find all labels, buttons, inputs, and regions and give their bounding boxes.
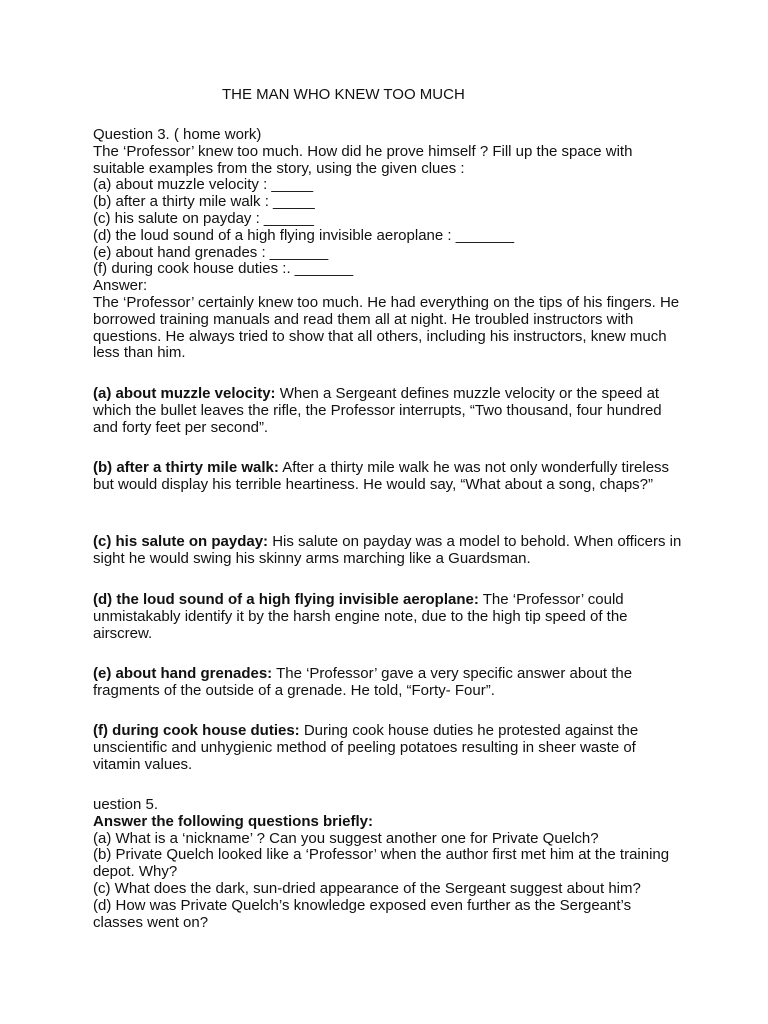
answer-e xyxy=(93,666,693,700)
question-3-section xyxy=(93,127,693,362)
question-5-instruction: Answer the following questions briefly: xyxy=(93,812,374,830)
answer-label: Answer: xyxy=(93,277,148,295)
answer-a-label: (a) about muzzle velocity: xyxy=(93,385,276,402)
answer-f-text: During cook house duties he protested against the unscientific and unhygienic method of peeling potatoes resulting in sheer waste of vitamin values. xyxy=(93,722,639,773)
document-title: THE MAN WHO KNEW TOO MUCH xyxy=(222,86,465,103)
q5-question-b: (b) Private Quelch looked like a ‘Professor’ when the author first met him at the training depot. Why? xyxy=(93,846,670,881)
answer-e-label: (e) about hand grenades: xyxy=(93,665,273,682)
answer-intro: The ‘Professor’ certainly knew too much. He had everything on the tips of his fingers. He borrowed training manuals and read them all at night. He troubled instructors with questions. He always tried to show that all others, including his instructors, knew much less than him. xyxy=(93,293,680,362)
answer-b-label: (b) after a thirty mile walk: xyxy=(93,459,279,476)
answer-c-label: (c) his salute on payday: xyxy=(93,533,269,550)
answer-b-text: After a thirty mile walk he was not only wonderfully tireless but would display his terrible heartiness. He would say, “What about a song, chaps?” xyxy=(93,459,670,493)
answer-a-text: When a Sergeant defines muzzle velocity or the speed at which the bullet leaves the rifle, the Professor interrupts, “Two thousand, four hundred and forty feet per second”. xyxy=(93,385,662,436)
answer-c-text: His salute on payday was a model to behold. When officers in sight he would swing his skinny arms marching like a Guardsman. xyxy=(93,533,682,567)
answer-f xyxy=(93,723,693,773)
question-5-section xyxy=(93,797,693,931)
answer-d-label: (d) the loud sound of a high flying invisible aeroplane: xyxy=(93,591,479,608)
answer-f-label: (f) during cook house duties: xyxy=(93,722,300,739)
clue-d: (d) the loud sound of a high flying invisible aeroplane : _______ xyxy=(93,226,515,244)
question-3-heading: Question 3. ( home work) xyxy=(93,126,262,143)
q5-question-a: (a) What is a ‘nickname’ ? Can you suggest another one for Private Quelch? xyxy=(93,829,599,847)
question-5-heading: uestion 5. xyxy=(93,796,159,813)
clue-c: (c) his salute on payday : ______ xyxy=(93,209,314,227)
answer-d-text: The ‘Professor’ could unmistakably identify it by the harsh engine note, due to the high tip speed of the airscrew. xyxy=(93,591,628,642)
answer-d xyxy=(93,592,693,642)
answer-a xyxy=(93,386,693,436)
clue-a: (a) about muzzle velocity : _____ xyxy=(93,176,314,194)
q5-question-c: (c) What does the dark, sun-dried appearance of the Sergeant suggest about him? xyxy=(93,879,641,897)
answer-c xyxy=(93,534,693,568)
question-3-prompt: The ‘Professor’ knew too much. How did he prove himself ? Fill up the space with suitable examples from the story, using the given clues : xyxy=(93,142,633,177)
clue-e: (e) about hand grenades : _______ xyxy=(93,243,329,261)
answer-b xyxy=(93,460,693,494)
answer-e-text: The ‘Professor’ gave a very specific answer about the fragments of the outside of a grenade. He told, “Forty- Four”. xyxy=(93,665,633,699)
clue-b: (b) after a thirty mile walk : _____ xyxy=(93,193,315,211)
clue-f: (f) during cook house duties :. _______ xyxy=(93,260,354,278)
q5-question-d: (d) How was Private Quelch’s knowledge exposed even further as the Sergeant’s classes went on? xyxy=(93,896,632,931)
